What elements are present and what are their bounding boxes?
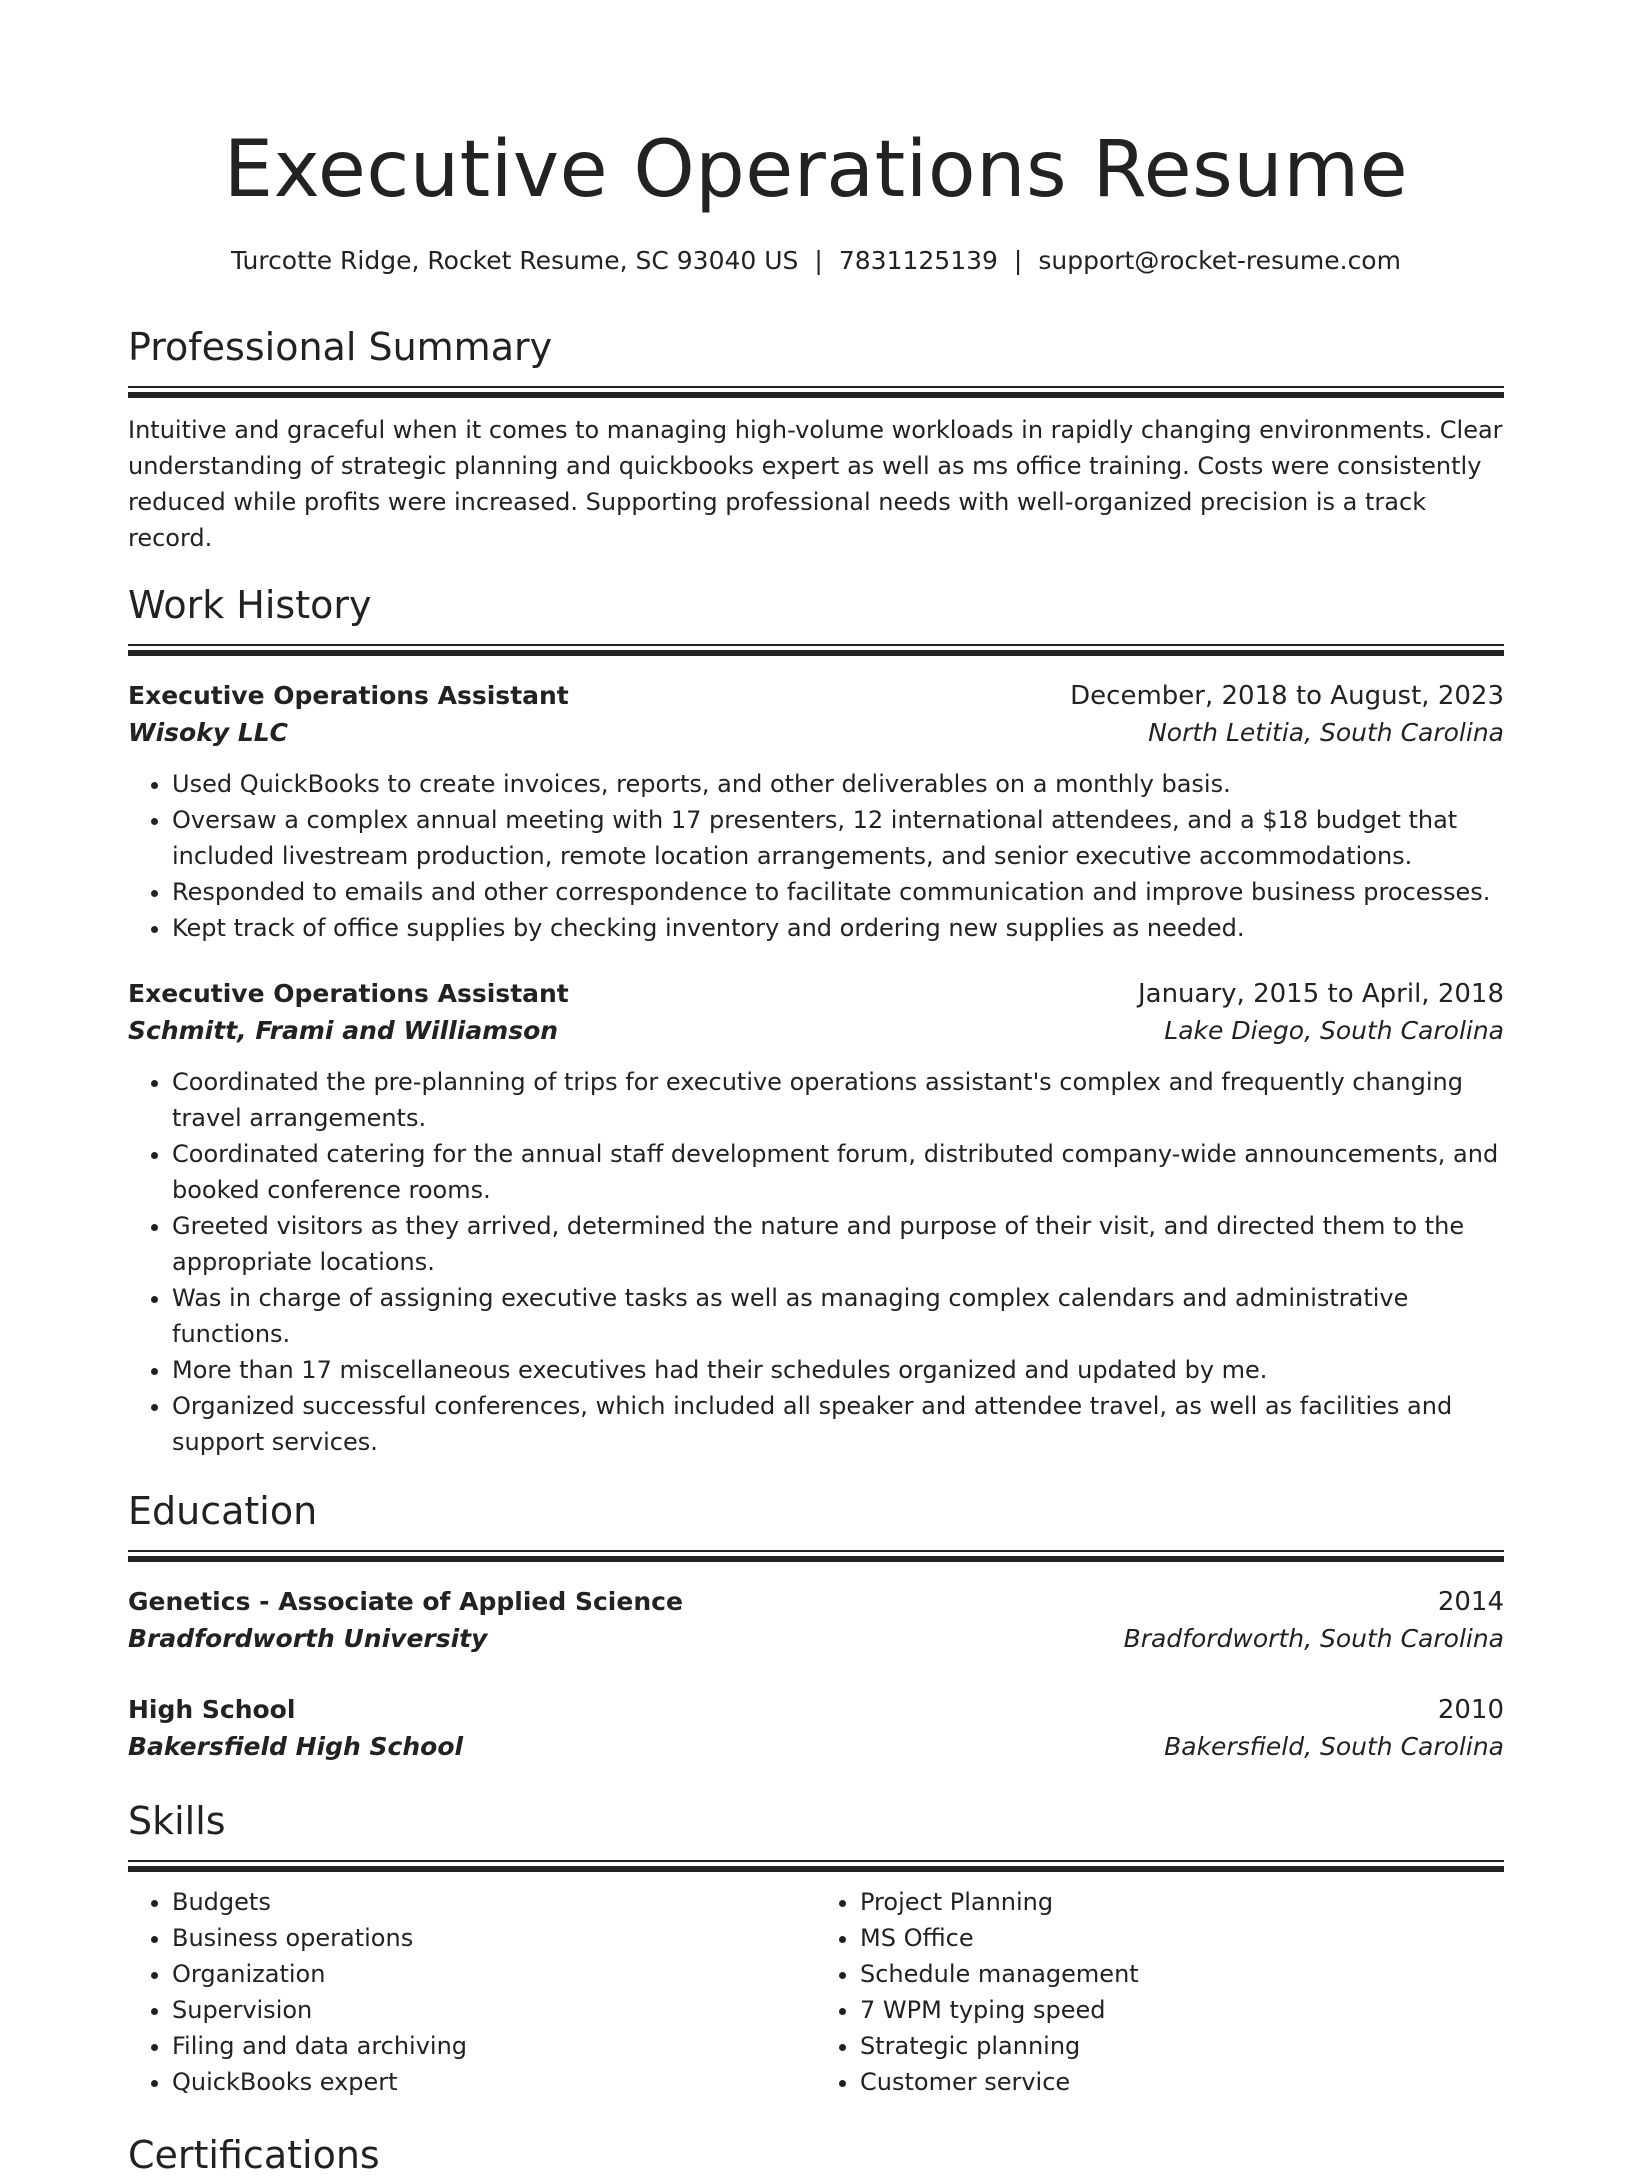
education-degree: High School [128, 1695, 296, 1724]
resume-document [128, 118, 1504, 2180]
resume-title: Executive Operations Resume [223, 125, 1409, 215]
job-bullet: • Responded to emails and other correspondence to facilitate communication and improve business processes. [172, 874, 1504, 910]
skills-column-right [816, 1884, 1504, 2100]
education-entry [128, 1584, 1504, 1658]
job-bullet: • Oversaw a complex annual meeting with 17 presenters, 12 international attendees, and a $18 budget that included livestream production, remote location arrangements, and senior executive accommodations. [172, 802, 1504, 874]
job-bullet: • Kept track of office supplies by checking inventory and ordering new supplies as needed. [172, 910, 1504, 946]
job-title: Executive Operations Assistant [128, 979, 569, 1008]
education-year: 2010 [1437, 1695, 1504, 1725]
job-bullet: • Coordinated the pre-planning of trips for executive operations assistant's complex and frequently changing travel arrangements. [172, 1064, 1504, 1136]
job-bullet: • Greeted visitors as they arrived, determined the nature and purpose of their visit, and directed them to the appropriate locations. [172, 1208, 1504, 1280]
job-title: Executive Operations Assistant [128, 681, 569, 710]
skill-item: • Filing and data archiving [172, 2028, 816, 2064]
skill-item: • Project Planning [860, 1884, 1504, 1920]
job-bullet: • More than 17 miscellaneous executives had their schedules organized and updated by me. [172, 1352, 1504, 1388]
skill-item: • QuickBooks expert [172, 2064, 816, 2100]
contact-line [128, 244, 1504, 278]
contact-email: support@rocket-resume.com [1038, 246, 1401, 275]
summary-text: Intuitive and graceful when it comes to managing high-volume workloads in rapidly changing environments. Clear understanding of strategic planning and quickbooks expert as well as ms office training. Costs were consistently reduced while profits were increased. Supporting professional needs with well-organized precision is a track record. [128, 416, 1503, 552]
job-location: Lake Diego, South Carolina [1164, 1016, 1504, 1045]
education-year: 2014 [1437, 1587, 1504, 1617]
job-bullets [128, 766, 1504, 946]
education-heading: Education [128, 1489, 318, 1533]
work-history-heading: Work History [128, 583, 372, 627]
job-entry [128, 678, 1504, 946]
skills-grid [128, 1884, 1504, 2100]
section-divider [128, 1550, 1504, 1562]
work-history-section [128, 580, 1504, 1460]
skill-item: • Business operations [172, 1920, 816, 1956]
skill-item: • Budgets [172, 1884, 816, 1920]
education-degree: Genetics - Associate of Applied Science [128, 1587, 683, 1616]
job-company: Schmitt, Frami and Williamson [128, 1016, 559, 1045]
skill-item: • Organization [172, 1956, 816, 1992]
skill-item: • Strategic planning [860, 2028, 1504, 2064]
education-location: Bradfordworth, South Carolina [1123, 1624, 1504, 1653]
section-divider [128, 1860, 1504, 1872]
contact-phone: 7831125139 [838, 246, 998, 275]
skills-heading: Skills [128, 1799, 226, 1843]
education-location: Bakersfield, South Carolina [1164, 1732, 1504, 1761]
education-school: Bakersfield High School [128, 1732, 464, 1761]
job-location: North Letitia, South Carolina [1148, 718, 1504, 747]
certifications-section [128, 2130, 1504, 2180]
job-dates: January, 2015 to April, 2018 [1137, 979, 1504, 1009]
certifications-heading: Certifications [128, 2133, 380, 2177]
contact-separator: | [1013, 246, 1023, 275]
job-bullet: • Used QuickBooks to create invoices, reports, and other deliverables on a monthly basis. [172, 766, 1504, 802]
section-divider [128, 644, 1504, 656]
job-entry [128, 976, 1504, 1460]
contact-address: Turcotte Ridge, Rocket Resume, SC 93040 US [231, 246, 799, 275]
job-bullets [128, 1064, 1504, 1460]
skill-item: • MS Office [860, 1920, 1504, 1956]
skill-item: • 7 WPM typing speed [860, 1992, 1504, 2028]
section-divider [128, 386, 1504, 398]
education-entry [128, 1692, 1504, 1766]
skill-item: • Customer service [860, 2064, 1504, 2100]
education-school: Bradfordworth University [128, 1624, 488, 1653]
summary-section [128, 322, 1504, 556]
education-section [128, 1486, 1504, 1766]
skill-item: • Supervision [172, 1992, 816, 2028]
summary-heading: Professional Summary [128, 325, 553, 369]
contact-separator: | [814, 246, 823, 275]
skills-column-left [128, 1884, 816, 2100]
job-company: Wisoky LLC [128, 718, 289, 747]
job-dates: December, 2018 to August, 2023 [1070, 681, 1504, 711]
skills-section [128, 1796, 1504, 2100]
job-bullet: • Was in charge of assigning executive tasks as well as managing complex calendars and administrative functions. [172, 1280, 1504, 1352]
job-bullet: • Organized successful conferences, which included all speaker and attendee travel, as well as facilities and support services. [172, 1388, 1504, 1460]
skill-item: • Schedule management [860, 1956, 1504, 1992]
job-bullet: • Coordinated catering for the annual staff development forum, distributed company-wide announcements, and booked conference rooms. [172, 1136, 1504, 1208]
